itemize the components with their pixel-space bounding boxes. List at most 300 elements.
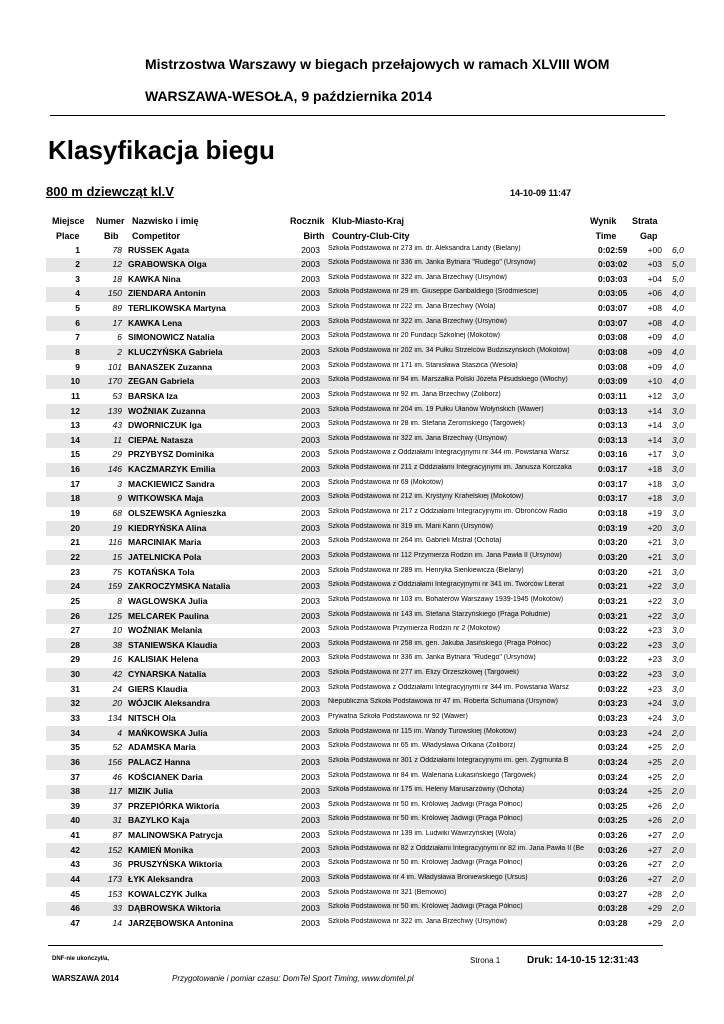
cell-club: Szkoła Podstawowa nr 277 im. Elizy Orzeszkowej (Targówek)	[328, 669, 520, 677]
cell-pts: 3,0	[672, 698, 684, 709]
cell-year: 2003	[301, 742, 320, 753]
cell-time: 0:03:22	[598, 683, 628, 694]
cell-time: 0:03:16	[598, 449, 628, 460]
table-row	[46, 243, 696, 258]
cell-year: 2003	[301, 522, 320, 533]
table-row	[46, 624, 696, 639]
cell-name: KOTAŃSKA Tola	[128, 566, 195, 577]
table-row	[46, 360, 696, 375]
cell-time: 0:02:59	[598, 244, 628, 255]
cell-place: 27	[70, 625, 80, 636]
cell-place: 10	[70, 376, 80, 387]
cell-time: 0:03:02	[598, 259, 628, 270]
col-header-time: Wynik Time	[590, 216, 617, 241]
table-row	[46, 492, 696, 507]
cell-place: 29	[70, 654, 80, 665]
cell-time: 0:03:08	[598, 332, 628, 343]
cell-name: ZAKROCZYMSKA Natalia	[128, 581, 231, 592]
cell-place: 5	[75, 303, 80, 314]
cell-club: Szkoła Podstawowa nr 301 z Oddziałami Integracyjnymi im. gen. Zygmunta B	[328, 756, 569, 764]
cell-pts: 4,0	[672, 346, 684, 357]
table-row	[46, 448, 696, 463]
cell-pts: 3,0	[672, 625, 684, 636]
cell-place: 28	[70, 639, 80, 650]
cell-club: Szkoła Podstawowa nr 211 z Oddziałami Integracyjnymi im. Janusza Korczaka	[328, 464, 572, 472]
cell-pts: 2,0	[672, 859, 684, 870]
cell-bib: 38	[112, 639, 122, 650]
cell-pts: 4,0	[672, 332, 684, 343]
cell-name: CYNARSKA Natalia	[128, 669, 207, 680]
cell-year: 2003	[301, 669, 320, 680]
cell-gap: +21	[647, 537, 662, 548]
cell-bib: 12	[112, 259, 122, 270]
table-row	[46, 345, 696, 360]
cell-time: 0:03:24	[598, 786, 628, 797]
cell-year: 2003	[301, 639, 320, 650]
cell-name: DĄBROWSKA Wiktoria	[128, 903, 221, 914]
cell-bib: 4	[117, 727, 122, 738]
cell-name: KAMIEŃ Monika	[128, 844, 194, 855]
cell-year: 2003	[301, 830, 320, 841]
cell-time: 0:03:17	[598, 464, 628, 475]
cell-name: MIZIK Julia	[128, 786, 173, 797]
cell-club: Szkoła Podstawowa nr 336 im. Janka Bytnara "Rudego" (Ursynów)	[328, 259, 536, 267]
cell-time: 0:03:07	[598, 303, 628, 314]
cell-name: PRZEPIÓRKA Wiktoria	[128, 800, 220, 811]
cell-pts: 5,0	[672, 273, 684, 284]
cell-year: 2003	[301, 815, 320, 826]
cell-place: 21	[70, 537, 80, 548]
cell-place: 17	[70, 478, 80, 489]
cell-pts: 3,0	[672, 478, 684, 489]
table-row	[46, 755, 696, 770]
col-header-name: Nazwisko i imię Competitor	[132, 216, 199, 241]
cell-gap: +24	[647, 713, 662, 723]
cell-place: 18	[70, 493, 80, 504]
cell-club: Szkoła Podstawowa nr 212 im. Krystyny Krahelskiej (Mokotów)	[328, 493, 524, 501]
cell-name: ŁYK Aleksandra	[128, 874, 193, 885]
cell-year: 2003	[301, 844, 320, 855]
cell-name: GRABOWSKA Olga	[128, 259, 207, 270]
table-row	[46, 302, 696, 317]
cell-year: 2003	[301, 537, 320, 548]
cell-place: 41	[70, 830, 80, 841]
cell-time: 0:03:20	[598, 551, 628, 562]
cell-gap: +23	[647, 639, 662, 650]
cell-time: 0:03:08	[598, 361, 628, 372]
cell-gap: +26	[647, 800, 662, 811]
cell-year: 2003	[301, 786, 320, 797]
cell-pts: 3,0	[672, 683, 684, 694]
cell-pts: 2,0	[672, 874, 684, 885]
cell-club: Szkoła Podstawowa z Oddziałami Integracyjnymi nr 344 im. Powstania Warsz	[328, 683, 569, 691]
cell-pts: 3,0	[672, 639, 684, 650]
cell-bib: 42	[112, 669, 122, 680]
table-row	[46, 697, 696, 712]
cell-name: STANIEWSKA Klaudia	[128, 639, 218, 650]
cell-club: Szkoła Podstawowa nr 92 im. Jana Brzechwy (Żoliborz)	[328, 390, 501, 398]
cell-name: MARCINIAK Maria	[128, 537, 202, 548]
cell-club: Szkoła Podstawowa Przymierza Rodzin nr 2 (Mokotów)	[328, 625, 500, 633]
table-row	[46, 770, 696, 785]
cell-bib: 36	[112, 859, 122, 870]
cell-pts: 3,0	[672, 390, 684, 401]
table-row	[46, 272, 696, 287]
cell-place: 2	[75, 259, 80, 270]
cell-time: 0:03:24	[598, 756, 628, 767]
cell-pts: 2,0	[672, 742, 684, 753]
cell-gap: +27	[647, 859, 662, 870]
cell-place: 14	[70, 434, 80, 445]
table-row	[46, 550, 696, 565]
table-row	[46, 887, 696, 902]
cell-pts: 2,0	[672, 830, 684, 841]
cell-club: Szkoła Podstawowa nr 258 im. gen. Jakuba Jasińskiego (Praga Północ)	[328, 639, 551, 647]
cell-bib: 2	[117, 346, 122, 357]
cell-time: 0:03:11	[598, 390, 627, 401]
table-row	[46, 565, 696, 580]
cell-place: 23	[70, 566, 80, 577]
cell-club: Szkoła Podstawowa nr 322 im. Jana Brzechwy (Ursynów)	[328, 273, 507, 281]
cell-place: 8	[75, 346, 80, 357]
cell-time: 0:03:26	[598, 859, 628, 870]
cell-bib: 89	[112, 303, 122, 314]
col-header-gap: Strata Gap	[632, 216, 658, 241]
cell-time: 0:03:19	[598, 522, 628, 533]
cell-club: Szkoła Podstawowa nr 103 im. Bohaterów Warszawy 1939-1945 (Mokotów)	[328, 595, 564, 603]
cell-club: Szkoła Podstawowa nr 50 im. Królowej Jadwigi (Praga Północ)	[328, 815, 523, 823]
cell-bib: 43	[112, 420, 122, 431]
cell-gap: +19	[647, 508, 662, 519]
cell-pts: 2,0	[672, 771, 684, 782]
race-datetime: 14-10-09 11:47	[510, 188, 572, 198]
cell-year: 2003	[301, 390, 320, 401]
cell-bib: 9	[117, 493, 122, 504]
cell-year: 2003	[301, 903, 320, 914]
cell-bib: 16	[112, 654, 122, 665]
cell-bib: 116	[108, 537, 122, 548]
cell-club: Szkoła Podstawowa nr 319 im. Marii Kann (Ursynów)	[328, 522, 493, 530]
cell-gap: +23	[647, 654, 662, 665]
cell-club: Szkoła Podstawowa nr 50 im. Królowej Jadwigi (Praga Północ)	[328, 859, 523, 867]
cell-year: 2003	[301, 464, 320, 475]
table-row	[46, 536, 696, 551]
cell-name: OLSZEWSKA Agnieszka	[128, 508, 227, 519]
cell-club: Szkoła Podstawowa nr 202 im. 34 Pułku Strzelców Budziszyńskich (Mokotów)	[328, 346, 570, 354]
table-row	[46, 404, 696, 419]
cell-pts: 3,0	[672, 434, 684, 445]
cell-club: Szkoła Podstawowa nr 175 im. Heleny Marusarzówny (Ochota)	[328, 786, 525, 794]
cell-name: WAGLOWSKA Julia	[128, 595, 208, 606]
cell-club: Szkoła Podstawowa nr 217 z Oddziałami Integracyjnymi im. Obrońców Radio	[328, 508, 568, 516]
cell-club: Szkoła Podstawowa nr 204 im. 19 Pułku Ułanów Wołyńskich (Wawer)	[328, 405, 544, 413]
table-row	[46, 507, 696, 522]
cell-place: 44	[70, 874, 80, 885]
cell-bib: 20	[112, 698, 122, 709]
cell-club: Prywatna Szkoła Podstawowa nr 92 (Wawer)	[328, 713, 468, 720]
cell-bib: 11	[113, 434, 122, 445]
cell-name: KAWKA Lena	[128, 317, 182, 328]
cell-time: 0:03:22	[598, 639, 628, 650]
cell-place: 31	[70, 683, 80, 694]
header-divider	[50, 115, 665, 116]
cell-pts: 4,0	[672, 303, 684, 314]
cell-name: BANASZEK Zuzanna	[128, 361, 213, 372]
table-row	[46, 785, 696, 800]
cell-gap: +24	[647, 727, 662, 738]
cell-place: 30	[70, 669, 80, 680]
cell-time: 0:03:28	[598, 917, 628, 928]
cell-name: PALACZ Hanna	[128, 756, 191, 767]
cell-pts: 2,0	[672, 800, 684, 811]
cell-place: 22	[70, 551, 80, 562]
cell-pts: 3,0	[672, 566, 684, 577]
cell-name: BAZYLKO Kaja	[128, 815, 190, 826]
cell-club: Szkoła Podstawowa nr 322 im. Jana Brzechwy (Ursynów)	[328, 917, 507, 925]
cell-club: Szkoła Podstawowa nr 69 (Mokotów)	[328, 478, 444, 486]
cell-club: Szkoła Podstawowa nr 321 (Bemowo)	[328, 888, 447, 896]
cell-club: Niepubliczna Szkoła Podstawowa nr 47 im. Roberta Schumana (Ursynów)	[328, 698, 558, 706]
cell-time: 0:03:25	[598, 815, 628, 826]
cell-place: 42	[70, 844, 80, 855]
cell-time: 0:03:20	[598, 566, 628, 577]
table-row	[46, 638, 696, 653]
cell-bib: 125	[107, 610, 122, 621]
event-location-date: WARSZAWA-WESOŁA, 9 października 2014	[145, 88, 433, 104]
cell-time: 0:03:21	[598, 595, 628, 606]
cell-year: 2003	[301, 478, 320, 489]
footer-city-year: WARSZAWA 2014	[52, 974, 119, 983]
cell-name: PRZYBYSZ Dominika	[128, 449, 214, 460]
cell-pts: 2,0	[672, 786, 684, 797]
table-row	[46, 653, 696, 668]
cell-time: 0:03:08	[598, 346, 628, 357]
cell-name: NITSCH Ola	[128, 713, 176, 723]
cell-name: MELCAREK Paulina	[128, 610, 209, 621]
cell-year: 2003	[301, 420, 320, 431]
cell-place: 1	[75, 244, 80, 255]
cell-place: 43	[70, 859, 80, 870]
dnf-note: DNF-nie ukończył/a,	[52, 956, 110, 962]
cell-time: 0:03:24	[598, 742, 628, 753]
cell-club: Szkoła Podstawowa nr 222 im. Jana Brzechwy (Wola)	[328, 303, 496, 311]
cell-year: 2003	[301, 713, 320, 723]
cell-gap: +09	[647, 361, 662, 372]
table-row	[46, 799, 696, 814]
cell-club: Szkoła Podstawowa nr 115 im. Wandy Turowskiej (Mokotów)	[328, 727, 517, 735]
cell-bib: 134	[107, 713, 122, 723]
cell-gap: +14	[647, 405, 662, 416]
cell-gap: +09	[647, 332, 662, 343]
cell-name: KOŚCIANEK Daria	[128, 771, 203, 782]
cell-pts: 3,0	[672, 654, 684, 665]
cell-name: CIEPAŁ Natasza	[128, 434, 194, 445]
cell-gap: +12	[647, 390, 662, 401]
cell-place: 7	[75, 332, 80, 343]
cell-year: 2003	[301, 859, 320, 870]
cell-bib: 117	[108, 786, 122, 797]
cell-gap: +08	[647, 303, 662, 314]
cell-year: 2003	[301, 581, 320, 592]
cell-name: ADAMSKA Maria	[128, 742, 196, 753]
cell-time: 0:03:13	[598, 434, 628, 445]
cell-gap: +25	[647, 786, 662, 797]
results-table	[46, 243, 696, 931]
cell-year: 2003	[301, 317, 320, 328]
cell-time: 0:03:23	[598, 727, 628, 738]
cell-year: 2003	[301, 625, 320, 636]
cell-place: 32	[70, 698, 80, 709]
cell-name: MALINOWSKA Patrycja	[128, 830, 223, 841]
cell-club: Szkoła Podstawowa nr 273 im. dr. Aleksandra Landy (Bielany)	[328, 244, 521, 252]
cell-club: Szkoła Podstawowa nr 4 im. Władysława Broniewskiego (Ursus)	[328, 874, 528, 882]
cell-bib: 53	[112, 390, 122, 401]
race-category: 800 m dziewcząt kl.V	[46, 184, 174, 199]
cell-year: 2003	[301, 434, 320, 445]
cell-name: TERLIKOWSKA Martyna	[128, 303, 226, 314]
cell-place: 15	[70, 449, 80, 460]
cell-gap: +14	[647, 434, 662, 445]
cell-year: 2003	[301, 449, 320, 460]
cell-pts: 2,0	[672, 888, 684, 899]
cell-pts: 4,0	[672, 288, 684, 299]
event-title: Mistrzostwa Warszawy w biegach przełajowych w ramach XLVIII WOM	[145, 56, 610, 72]
cell-gap: +18	[647, 478, 662, 489]
table-row	[46, 873, 696, 888]
cell-year: 2003	[301, 259, 320, 270]
cell-place: 26	[70, 610, 80, 621]
footer-divider	[48, 945, 663, 946]
cell-name: ZEGAN Gabriela	[128, 376, 195, 387]
cell-gap: +18	[647, 464, 662, 475]
cell-pts: 4,0	[672, 317, 684, 328]
cell-club: Szkoła Podstawowa nr 322 im. Jana Brzechwy (Ursynów)	[328, 317, 507, 325]
table-row	[46, 843, 696, 858]
cell-time: 0:03:20	[598, 537, 628, 548]
cell-bib: 29	[112, 449, 122, 460]
cell-gap: +23	[647, 669, 662, 680]
cell-time: 0:03:26	[598, 830, 628, 841]
cell-place: 35	[70, 742, 80, 753]
cell-bib: 78	[112, 244, 122, 255]
cell-pts: 3,0	[672, 537, 684, 548]
cell-gap: +23	[647, 625, 662, 636]
cell-club: Szkoła Podstawowa nr 29 im. Giuseppe Garibaldiego (Śródmieście)	[328, 288, 539, 296]
table-row	[46, 316, 696, 331]
cell-pts: 5,0	[672, 259, 684, 270]
cell-bib: 24	[112, 683, 122, 694]
cell-gap: +22	[647, 581, 662, 592]
cell-time: 0:03:25	[598, 800, 628, 811]
table-row	[46, 726, 696, 741]
cell-pts: 2,0	[672, 756, 684, 767]
cell-year: 2003	[301, 727, 320, 738]
cell-year: 2003	[301, 917, 320, 928]
table-row	[46, 609, 696, 624]
cell-time: 0:03:05	[598, 288, 628, 299]
cell-name: SIMONOWICZ Natalia	[128, 332, 215, 343]
cell-club: Szkoła Podstawowa nr 28 im. Stefana Żeromskiego (Targówek)	[328, 420, 525, 428]
cell-club: Szkoła Podstawowa nr 171 im. Stanisława Staszica (Wesoła)	[328, 361, 518, 369]
cell-name: JATELNICKA Pola	[128, 551, 202, 562]
table-row	[46, 741, 696, 756]
footer-prepared-by: Przygotowanie i pomiar czasu: DomTel Sport Timing, www.domtel.pl	[172, 974, 414, 983]
cell-bib: 15	[112, 551, 122, 562]
cell-club: Szkoła Podstawowa nr 322 im. Jana Brzechwy (Ursynów)	[328, 434, 507, 442]
cell-bib: 170	[107, 376, 122, 387]
cell-bib: 153	[107, 888, 122, 899]
cell-club: Szkoła Podstawowa nr 50 im. Królowej Jadwigi (Praga Północ)	[328, 800, 523, 808]
cell-bib: 150	[107, 288, 122, 299]
cell-year: 2003	[301, 361, 320, 372]
cell-gap: +25	[647, 756, 662, 767]
cell-year: 2003	[301, 654, 320, 665]
cell-year: 2003	[301, 244, 320, 255]
cell-place: 33	[70, 713, 80, 723]
cell-pts: 6,0	[672, 244, 684, 255]
table-row	[46, 916, 696, 931]
cell-place: 4	[75, 288, 80, 299]
cell-club: Szkoła Podstawowa z Oddziałami Integracyjnymi nr 344 im. Powstania Warsz	[328, 449, 569, 457]
cell-gap: +25	[647, 771, 662, 782]
cell-club: Szkoła Podstawowa nr 82 z Oddziałami Integracyjnymi nr 82 im. Jana Pawła II (Be	[328, 844, 585, 852]
table-row	[46, 389, 696, 404]
table-row	[46, 829, 696, 844]
cell-bib: 6	[117, 332, 122, 343]
table-row	[46, 521, 696, 536]
cell-year: 2003	[301, 288, 320, 299]
cell-gap: +10	[647, 376, 662, 387]
cell-name: GIERS Klaudia	[128, 683, 188, 694]
cell-name: BARSKA Iza	[128, 390, 178, 401]
cell-name: WOŹNIAK Melania	[128, 625, 203, 636]
cell-club: Szkoła Podstawowa z Oddziałami Integracyjnymi nr 341 im. Twórców Literat	[328, 581, 565, 589]
cell-year: 2003	[301, 376, 320, 387]
cell-pts: 3,0	[672, 464, 684, 475]
cell-time: 0:03:13	[598, 405, 628, 416]
cell-name: WOŹNIAK Zuzanna	[128, 405, 206, 416]
cell-year: 2003	[301, 273, 320, 284]
cell-bib: 156	[107, 756, 122, 767]
cell-time: 0:03:03	[598, 273, 628, 284]
cell-pts: 3,0	[672, 595, 684, 606]
cell-year: 2003	[301, 888, 320, 899]
table-row	[46, 419, 696, 434]
cell-name: KACZMARZYK Emilia	[128, 464, 216, 475]
cell-place: 34	[70, 727, 80, 738]
cell-year: 2003	[301, 595, 320, 606]
cell-pts: 3,0	[672, 713, 684, 723]
cell-club: Szkoła Podstawowa nr 84 im. Waleriana Łukasińskiego (Targówek)	[328, 771, 536, 779]
cell-pts: 3,0	[672, 551, 684, 562]
cell-year: 2003	[301, 303, 320, 314]
cell-pts: 3,0	[672, 522, 684, 533]
cell-bib: 10	[112, 625, 122, 636]
cell-place: 9	[75, 361, 80, 372]
cell-time: 0:03:28	[598, 903, 628, 914]
cell-place: 12	[70, 405, 80, 416]
print-timestamp: Druk: 14-10-15 12:31:43	[527, 955, 639, 966]
cell-place: 46	[70, 903, 80, 914]
cell-club: Szkoła Podstawowa nr 112 Przymierza Rodzin im. Jana Pawła II (Ursynów)	[328, 551, 562, 559]
cell-time: 0:03:17	[598, 478, 628, 489]
cell-time: 0:03:13	[598, 420, 628, 431]
cell-time: 0:03:26	[598, 844, 628, 855]
cell-pts: 2,0	[672, 917, 684, 928]
cell-year: 2003	[301, 508, 320, 519]
page-title: Klasyfikacja biegu	[48, 135, 275, 165]
table-row	[46, 858, 696, 873]
